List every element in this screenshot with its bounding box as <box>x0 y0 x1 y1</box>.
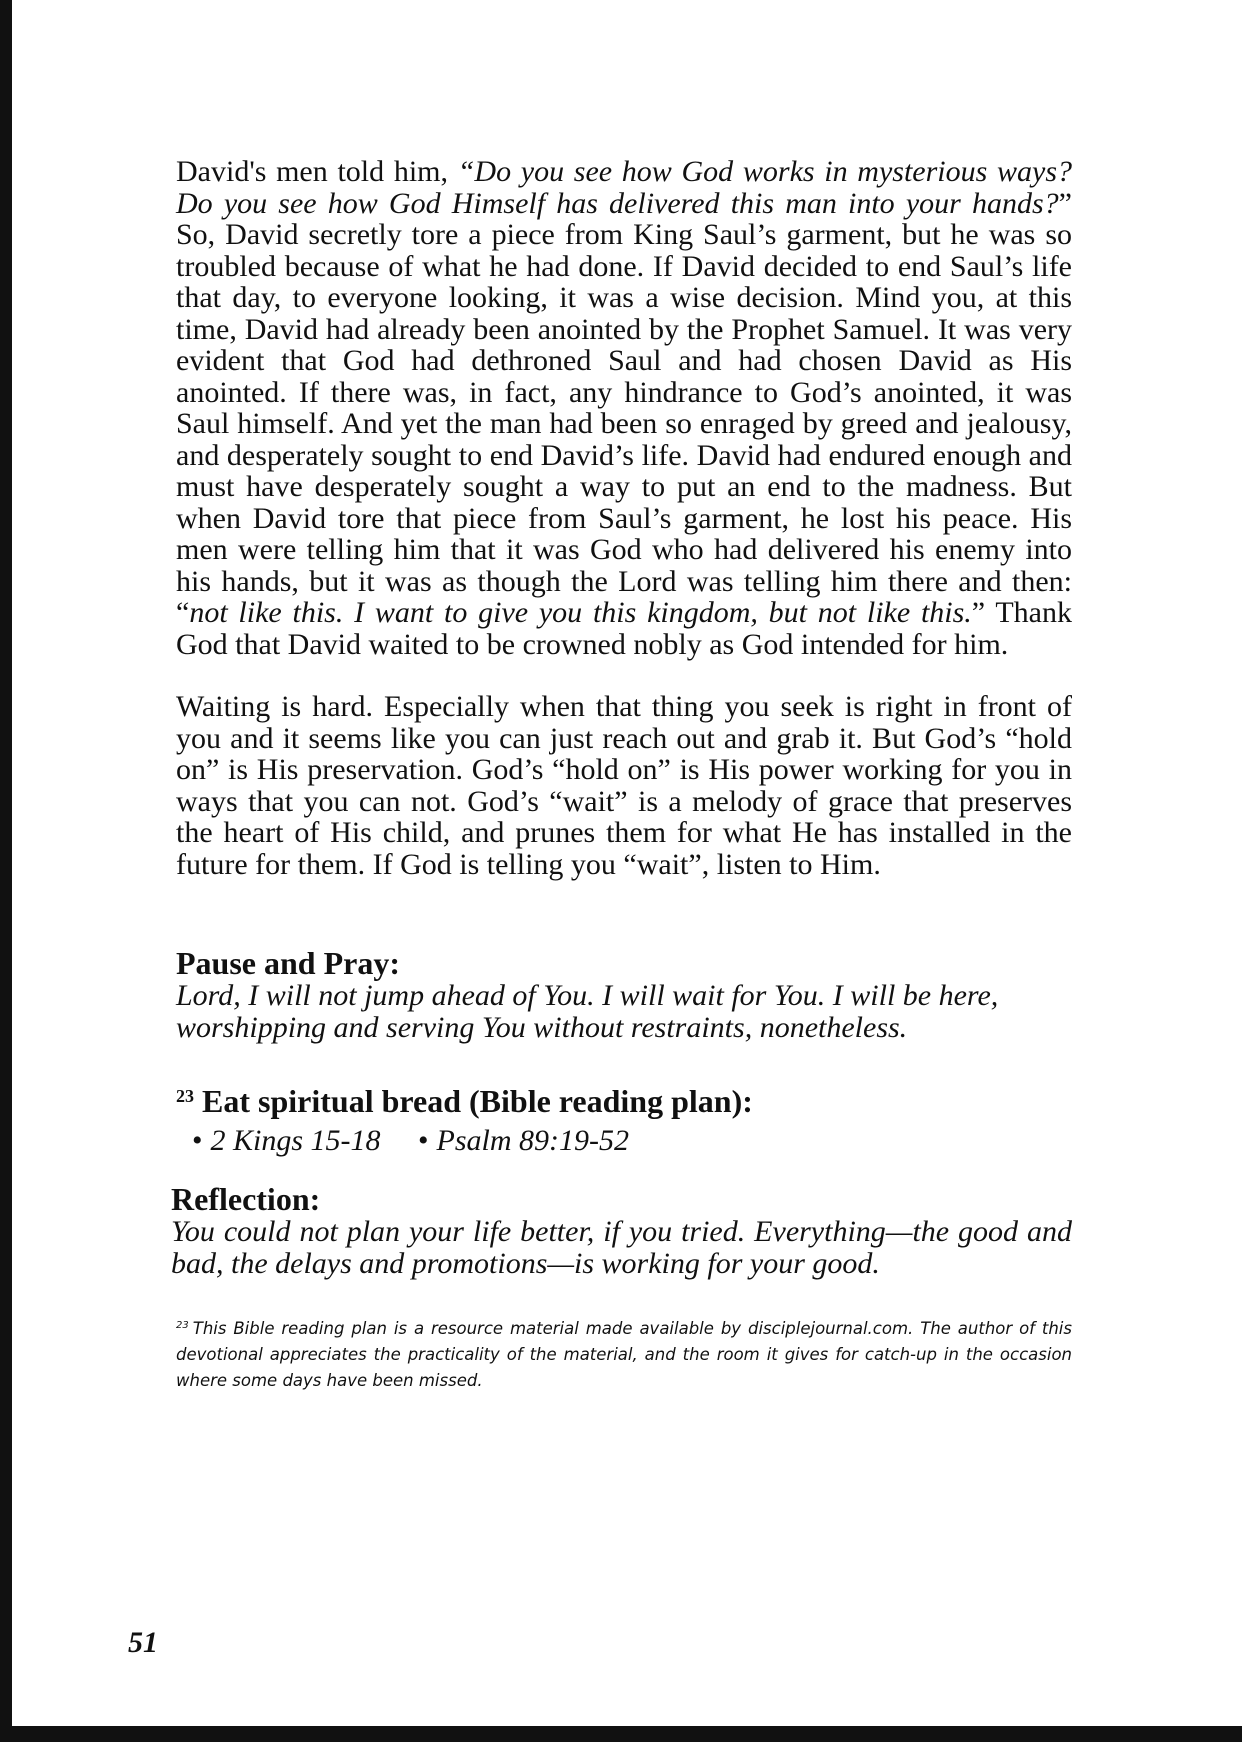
p1-quote-men: “Do you see how God works in mysterious ways? Do you see how God Himself has delivered this man into your hands? <box>176 155 1072 220</box>
reading-item-2: Psalm 89:19-52 <box>436 1124 630 1157</box>
page-number: 51 <box>128 1626 158 1659</box>
footnote <box>176 1313 1072 1394</box>
p1-quote-lord: not like this. I want to give you this kingdom, but not like this. <box>189 596 972 629</box>
body-paragraph-1 <box>176 156 1072 660</box>
footnote-ref-marker: 23 <box>176 1086 194 1106</box>
bible-reading-title: Eat spiritual bread (Bible reading plan): <box>202 1083 753 1119</box>
bible-reading-section <box>176 1079 1072 1158</box>
page-frame-left <box>0 0 12 1742</box>
bullet-icon: • <box>192 1124 203 1157</box>
bullet-icon: • <box>418 1124 429 1157</box>
reflection-title: Reflection: <box>171 1181 321 1217</box>
p1-text-3: ” Thank God that David waited to be crowned nobly as God intended for him. <box>176 596 1072 661</box>
pause-and-pray-title: Pause and Pray: <box>176 945 400 981</box>
reading-item-1: 2 Kings 15-18 <box>210 1124 381 1157</box>
list-item <box>192 1124 381 1158</box>
pause-and-pray-prayer: Lord, I will not jump ahead of You. I will wait for You. I will be here, worshipping and serving You without restraints, nonetheless. <box>176 979 999 1044</box>
p1-text-2: ” So, David secretly tore a piece from King Saul’s garment, but he was so troubled because of what he had done. If David decided to end Saul’s life that day, to everyone looking, it was a wise decision. Mind you, at this time, David had already been anointed by the Prophet Samuel. It was very evident that God had dethroned Saul and had chosen David as His anointed. If there was, in fact, any hindrance to God’s anointed, it was Saul himself. And yet the man had been so enraged by greed and jealousy, and desperately sought to end David’s life. David had endured enough and must have desperately sought a way to put an end to the madness. But when David tore that piece from Saul’s garment, he lost his peace. His men were telling him that it was God who had delivered his enemy into his hands, but it was as though the Lord was telling him there and then: “ <box>176 186 1072 629</box>
page-content <box>171 155 1072 1394</box>
p1-text-1: David's men told him, <box>176 155 458 188</box>
body-paragraph-2: Waiting is hard. Especially when that thing you seek is right in front of you and it seems like you can just reach out and grab it. But God’s “hold on” is His preservation. God’s “hold on” is His power working for you in ways that you can not. God’s “wait” is a melody of grace that preserves the heart of His child, and prunes them for what He has installed in the future for them. If God is telling you “wait”, listen to Him. <box>176 690 1072 881</box>
footnote-marker: 23 <box>176 1320 189 1331</box>
bible-reading-list <box>192 1124 1072 1158</box>
pause-and-pray-section <box>176 946 1072 1043</box>
reflection-text: You could not plan your life better, if you tried. Everything—the good and bad, the delays and promotions—is working for your good. <box>171 1215 1072 1280</box>
bible-reading-heading <box>176 1079 1072 1118</box>
reflection-section <box>171 1182 1072 1279</box>
list-item <box>418 1124 629 1158</box>
footnote-text: This Bible reading plan is a resource material made available by disciplejournal.com. The author of this devotional appreciates the practicality of the material, and the room it gives for catch-up in the occasion where some days have been missed. <box>176 1319 1072 1390</box>
page-frame-bottom <box>0 1726 1242 1742</box>
